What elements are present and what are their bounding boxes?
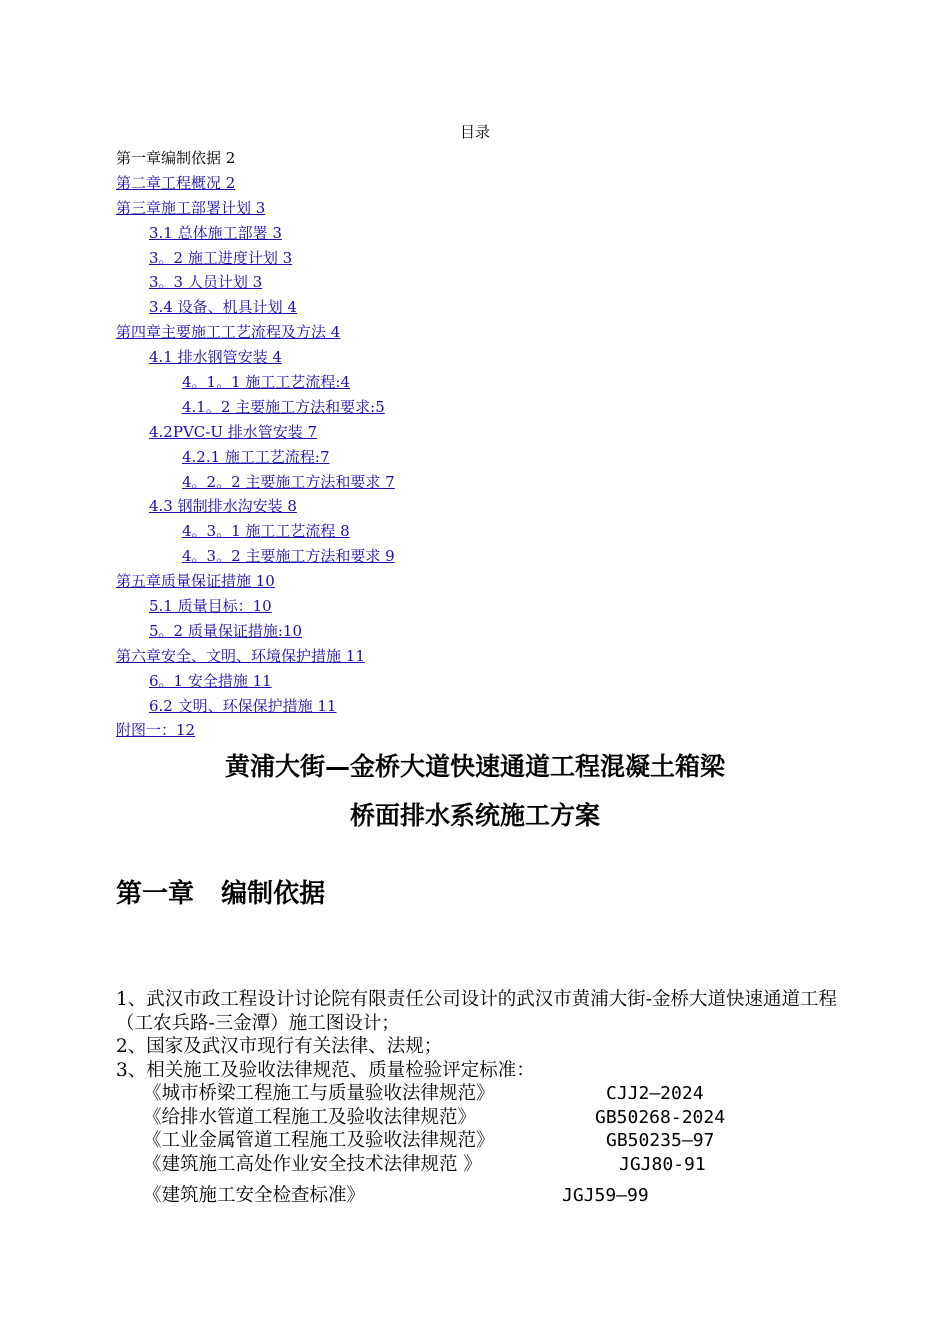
- paragraph-2: 2、国家及武汉市现行有关法律、法规；: [116, 1036, 443, 1057]
- toc-link[interactable]: 4.3 钢制排水沟安装 8: [149, 497, 297, 516]
- standard-code: CJJ2—2024: [606, 1083, 704, 1104]
- standard-row: [116, 1106, 846, 1130]
- standard-code: JGJ80-91: [619, 1153, 706, 1175]
- toc-entry[interactable]: [116, 594, 816, 619]
- toc-entry[interactable]: [116, 644, 816, 669]
- table-of-contents: [116, 146, 816, 743]
- document-title-line-2: 桥面排水系统施工方案: [349, 801, 600, 830]
- toc-link[interactable]: 4。2。2 主要施工方法和要求 7: [182, 472, 395, 491]
- toc-link[interactable]: 4.1。2 主要施工方法和要求:5: [182, 397, 385, 416]
- toc-entry[interactable]: [116, 619, 816, 644]
- toc-entry[interactable]: [116, 694, 816, 719]
- paragraph-1: 1、武汉市政工程设计讨论院有限责任公司设计的武汉市黄浦大街-金桥大道快速通道工程（工农兵路-三金潭）施工图设计；: [116, 989, 838, 1034]
- toc-entry[interactable]: [116, 519, 816, 544]
- toc-entry[interactable]: [116, 669, 816, 694]
- toc-link[interactable]: 第二章工程概况 2: [116, 173, 236, 192]
- toc-entry[interactable]: [116, 420, 816, 445]
- toc-entry[interactable]: [116, 345, 816, 370]
- toc-link[interactable]: 3.1 总体施工部署 3: [149, 223, 282, 242]
- toc-title: 目录: [459, 123, 490, 141]
- toc-link[interactable]: 6.2 文明、环保保护措施 11: [149, 696, 337, 715]
- toc-entry: [116, 146, 816, 171]
- toc-link[interactable]: 4。3。2 主要施工方法和要求 9: [182, 547, 395, 566]
- toc-link[interactable]: 5。2 质量保证措施:10: [149, 621, 302, 640]
- toc-entry[interactable]: [116, 494, 816, 519]
- toc-link[interactable]: 6。1 安全措施 11: [149, 671, 272, 690]
- toc-entry[interactable]: [116, 196, 816, 221]
- toc-entry[interactable]: [116, 395, 816, 420]
- standard-row: [116, 1153, 846, 1177]
- standard-name: 《建筑施工安全检查标准》: [143, 1185, 366, 1206]
- toc-link[interactable]: 附图一：12: [116, 721, 196, 740]
- standard-code: JGJ59—99: [562, 1185, 649, 1206]
- toc-link[interactable]: 4。3。1 施工工艺流程 8: [182, 522, 350, 541]
- standard-name: 《工业金属管道工程施工及验收法律规范》: [143, 1130, 495, 1151]
- standard-row: [116, 1129, 846, 1153]
- toc-entry[interactable]: [116, 295, 816, 320]
- body-text: [116, 988, 846, 1208]
- standard-name: 《城市桥梁工程施工与质量验收法律规范》: [143, 1083, 495, 1104]
- toc-link[interactable]: 4。1。1 施工工艺流程:4: [182, 373, 350, 392]
- toc-link[interactable]: 第六章安全、文明、环境保护措施 11: [116, 646, 365, 665]
- toc-entry[interactable]: [116, 470, 816, 495]
- standard-row: [116, 1184, 846, 1208]
- toc-entry[interactable]: [116, 544, 816, 569]
- toc-link[interactable]: 5.1 质量目标：10: [149, 597, 272, 616]
- toc-link[interactable]: 3。3 人员计划 3: [149, 273, 263, 292]
- standard-name: 《建筑施工高处作业安全技术法律规范 》: [143, 1153, 482, 1175]
- toc-entry[interactable]: [116, 246, 816, 271]
- toc-link[interactable]: 4.2PVC-U 排水管安装 7: [149, 422, 318, 441]
- toc-entry[interactable]: [116, 445, 816, 470]
- toc-entry[interactable]: [116, 171, 816, 196]
- toc-link[interactable]: 3。2 施工进度计划 3: [149, 248, 293, 267]
- toc-entry[interactable]: [116, 221, 816, 246]
- standard-code: GB50268-2024: [595, 1106, 726, 1128]
- toc-link[interactable]: 第三章施工部署计划 3: [116, 198, 266, 217]
- toc-link[interactable]: 第四章主要施工工艺流程及方法 4: [116, 323, 341, 342]
- standard-name: 《给排水管道工程施工及验收法律规范》: [143, 1106, 477, 1128]
- toc-label: 第一章编制依据 2: [116, 149, 236, 167]
- document-title-line-1: 黄浦大街—金桥大道快速通道工程混凝土箱梁: [224, 752, 725, 781]
- toc-link[interactable]: 4.1 排水钢管安装 4: [149, 348, 282, 367]
- toc-entry[interactable]: [116, 370, 816, 395]
- standard-row: [116, 1082, 846, 1106]
- toc-entry[interactable]: [116, 718, 816, 743]
- toc-link[interactable]: 第五章质量保证措施 10: [116, 572, 275, 591]
- standard-code: GB50235—97: [606, 1130, 715, 1151]
- toc-entry[interactable]: [116, 320, 816, 345]
- chapter-heading: 第一章 编制依据: [116, 879, 326, 909]
- toc-link[interactable]: 3.4 设备、机具计划 4: [149, 298, 297, 317]
- toc-link[interactable]: 4.2.1 施工工艺流程:7: [182, 447, 330, 466]
- toc-entry[interactable]: [116, 270, 816, 295]
- paragraph-3: 3、相关施工及验收法律规范、质量检验评定标准：: [116, 1059, 535, 1081]
- toc-entry[interactable]: [116, 569, 816, 594]
